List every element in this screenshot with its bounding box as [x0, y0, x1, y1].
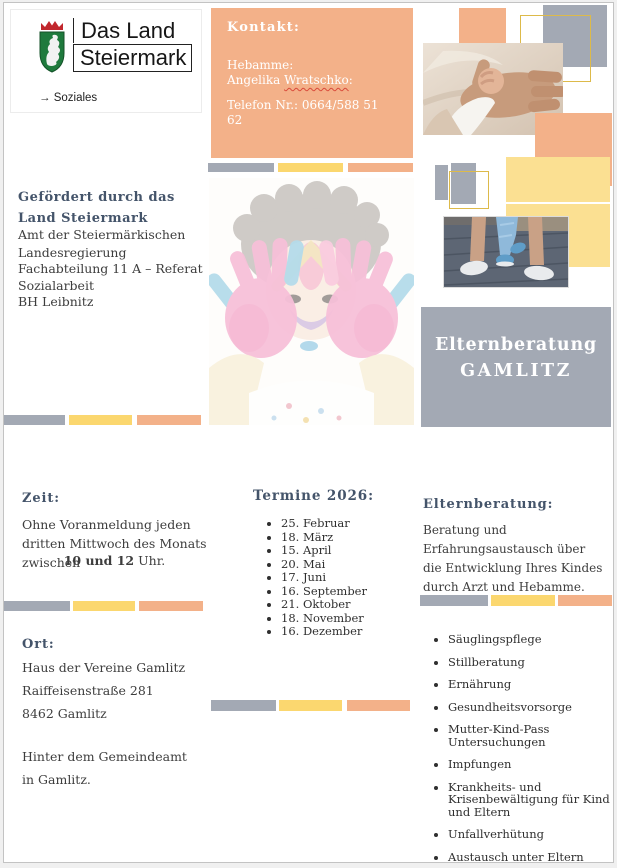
- divider-bar-gray: [420, 595, 488, 606]
- termine-date-item: • 25. Februar: [281, 517, 431, 531]
- termine-date-item: • 16. September: [281, 585, 431, 599]
- divider-bar-orange: [347, 700, 410, 711]
- brochure-page: [3, 2, 614, 863]
- divider-bar-orange: [137, 415, 201, 425]
- kontakt-block: [211, 8, 413, 158]
- divider-bar-orange: [139, 601, 203, 611]
- divider-bar-yellow: [278, 163, 343, 172]
- child-painted-hands-photo: [209, 178, 414, 425]
- kontakt-name-last: Wratschko: [284, 73, 349, 87]
- divider-bar-gray: [208, 163, 274, 172]
- ort-heading: Ort:: [22, 637, 55, 652]
- funding-line1: Amt der Steiermärkischen Landesregierung: [18, 227, 186, 260]
- zeit-heading: Zeit:: [22, 491, 61, 506]
- termine-date-item: • 15. April: [281, 544, 431, 558]
- zeit-body: Ohne Voranmeldung jeden dritten Mittwoch des Monats zwischen: [22, 517, 207, 570]
- topics-list: [433, 633, 614, 863]
- funding-heading: Gefördert durch das Land Steiermark: [18, 190, 175, 226]
- topic-item: • Mutter-Kind-Pass Untersuchungen: [448, 723, 614, 748]
- ort-note: Hinter dem Gemeindeamt in Gamlitz.: [22, 749, 187, 787]
- toddler-first-steps-photo: [443, 216, 569, 288]
- topic-item: • Säuglingspflege: [448, 633, 614, 646]
- deco-square-orange: [459, 8, 506, 43]
- deco-white-line: [506, 202, 610, 204]
- logo-line2: Steiermark: [73, 44, 192, 72]
- topic-item: • Unfallverhütung: [448, 828, 614, 841]
- zeit-time: [22, 553, 207, 568]
- divider-bar-yellow: [69, 415, 132, 425]
- zeit-time-rest: Uhr.: [134, 553, 166, 568]
- topic-item: • Krankheits- und Krisenbewältigung für Kind und Eltern: [448, 781, 614, 819]
- title-card: [421, 307, 611, 427]
- termine-date-item: • 17. Juni: [281, 571, 431, 585]
- kontakt-name-suffix: :: [348, 73, 353, 87]
- topic-item: • Stillberatung: [448, 656, 614, 669]
- title-card-line1: Elternberatung: [434, 335, 598, 355]
- kontakt-phone: Telefon Nr.: 0664/588 51 62: [227, 98, 379, 127]
- zeit-time-bold: 10 und 12: [63, 553, 135, 568]
- beratung-body: Beratung und Erfahrungsaustausch über die Entwicklung Ihres Kindes durch Arzt und Hebamme.: [423, 523, 603, 594]
- funding-line3: BH Leibnitz: [18, 294, 94, 309]
- divider-bar-yellow: [279, 700, 342, 711]
- divider-bar-orange: [348, 163, 413, 172]
- kontakt-name-first: Angelika: [227, 73, 285, 87]
- topic-item: • Austausch unter Eltern: [448, 851, 614, 864]
- kontakt-name: [227, 73, 397, 88]
- steiermark-coat-of-arms-icon: [37, 19, 67, 77]
- deco-square-gray: [435, 165, 448, 200]
- termine-date-item: • 18. November: [281, 612, 431, 626]
- logo-wordmark: [73, 18, 192, 72]
- termine-date-item: • 18. März: [281, 531, 431, 545]
- divider-bar-yellow: [73, 601, 135, 611]
- topic-item: • Impfungen: [448, 758, 614, 771]
- divider-bar-gray: [211, 700, 276, 711]
- logo-subtitle: → Soziales: [39, 92, 98, 104]
- divider-bar-orange: [558, 595, 612, 606]
- divider-bar-gray: [4, 601, 70, 611]
- topic-item: • Gesundheitsvorsorge: [448, 701, 614, 714]
- ort-line2: Raiffeisenstraße 281: [22, 683, 154, 698]
- termine-heading: Termine 2026:: [253, 488, 374, 504]
- beratung-heading: Elternberatung:: [423, 497, 554, 512]
- termine-date-item: • 20. Mai: [281, 558, 431, 572]
- ort-line3: 8462 Gamlitz: [22, 706, 107, 721]
- kontakt-role: Hebamme:: [227, 58, 294, 72]
- logo-line1: Das Land: [73, 18, 192, 43]
- topic-item: • Ernährung: [448, 678, 614, 691]
- funding-line2-3: [18, 261, 208, 311]
- title-card-line2: GAMLITZ: [460, 361, 572, 381]
- termine-list: [266, 517, 431, 639]
- termine-date-item: • 21. Oktober: [281, 598, 431, 612]
- kontakt-heading: Kontakt:: [227, 20, 300, 35]
- deco-square-gold-outline: [449, 171, 489, 209]
- steiermark-logo: [10, 9, 202, 113]
- ort-line1: Haus der Vereine Gamlitz: [22, 660, 186, 675]
- divider-bar-gray: [4, 415, 65, 425]
- funding-line2: Fachabteilung 11 A – Referat Sozialarbeit: [18, 261, 203, 293]
- termine-date-item: • 16. Dezember: [281, 625, 431, 639]
- divider-bar-yellow: [491, 595, 555, 606]
